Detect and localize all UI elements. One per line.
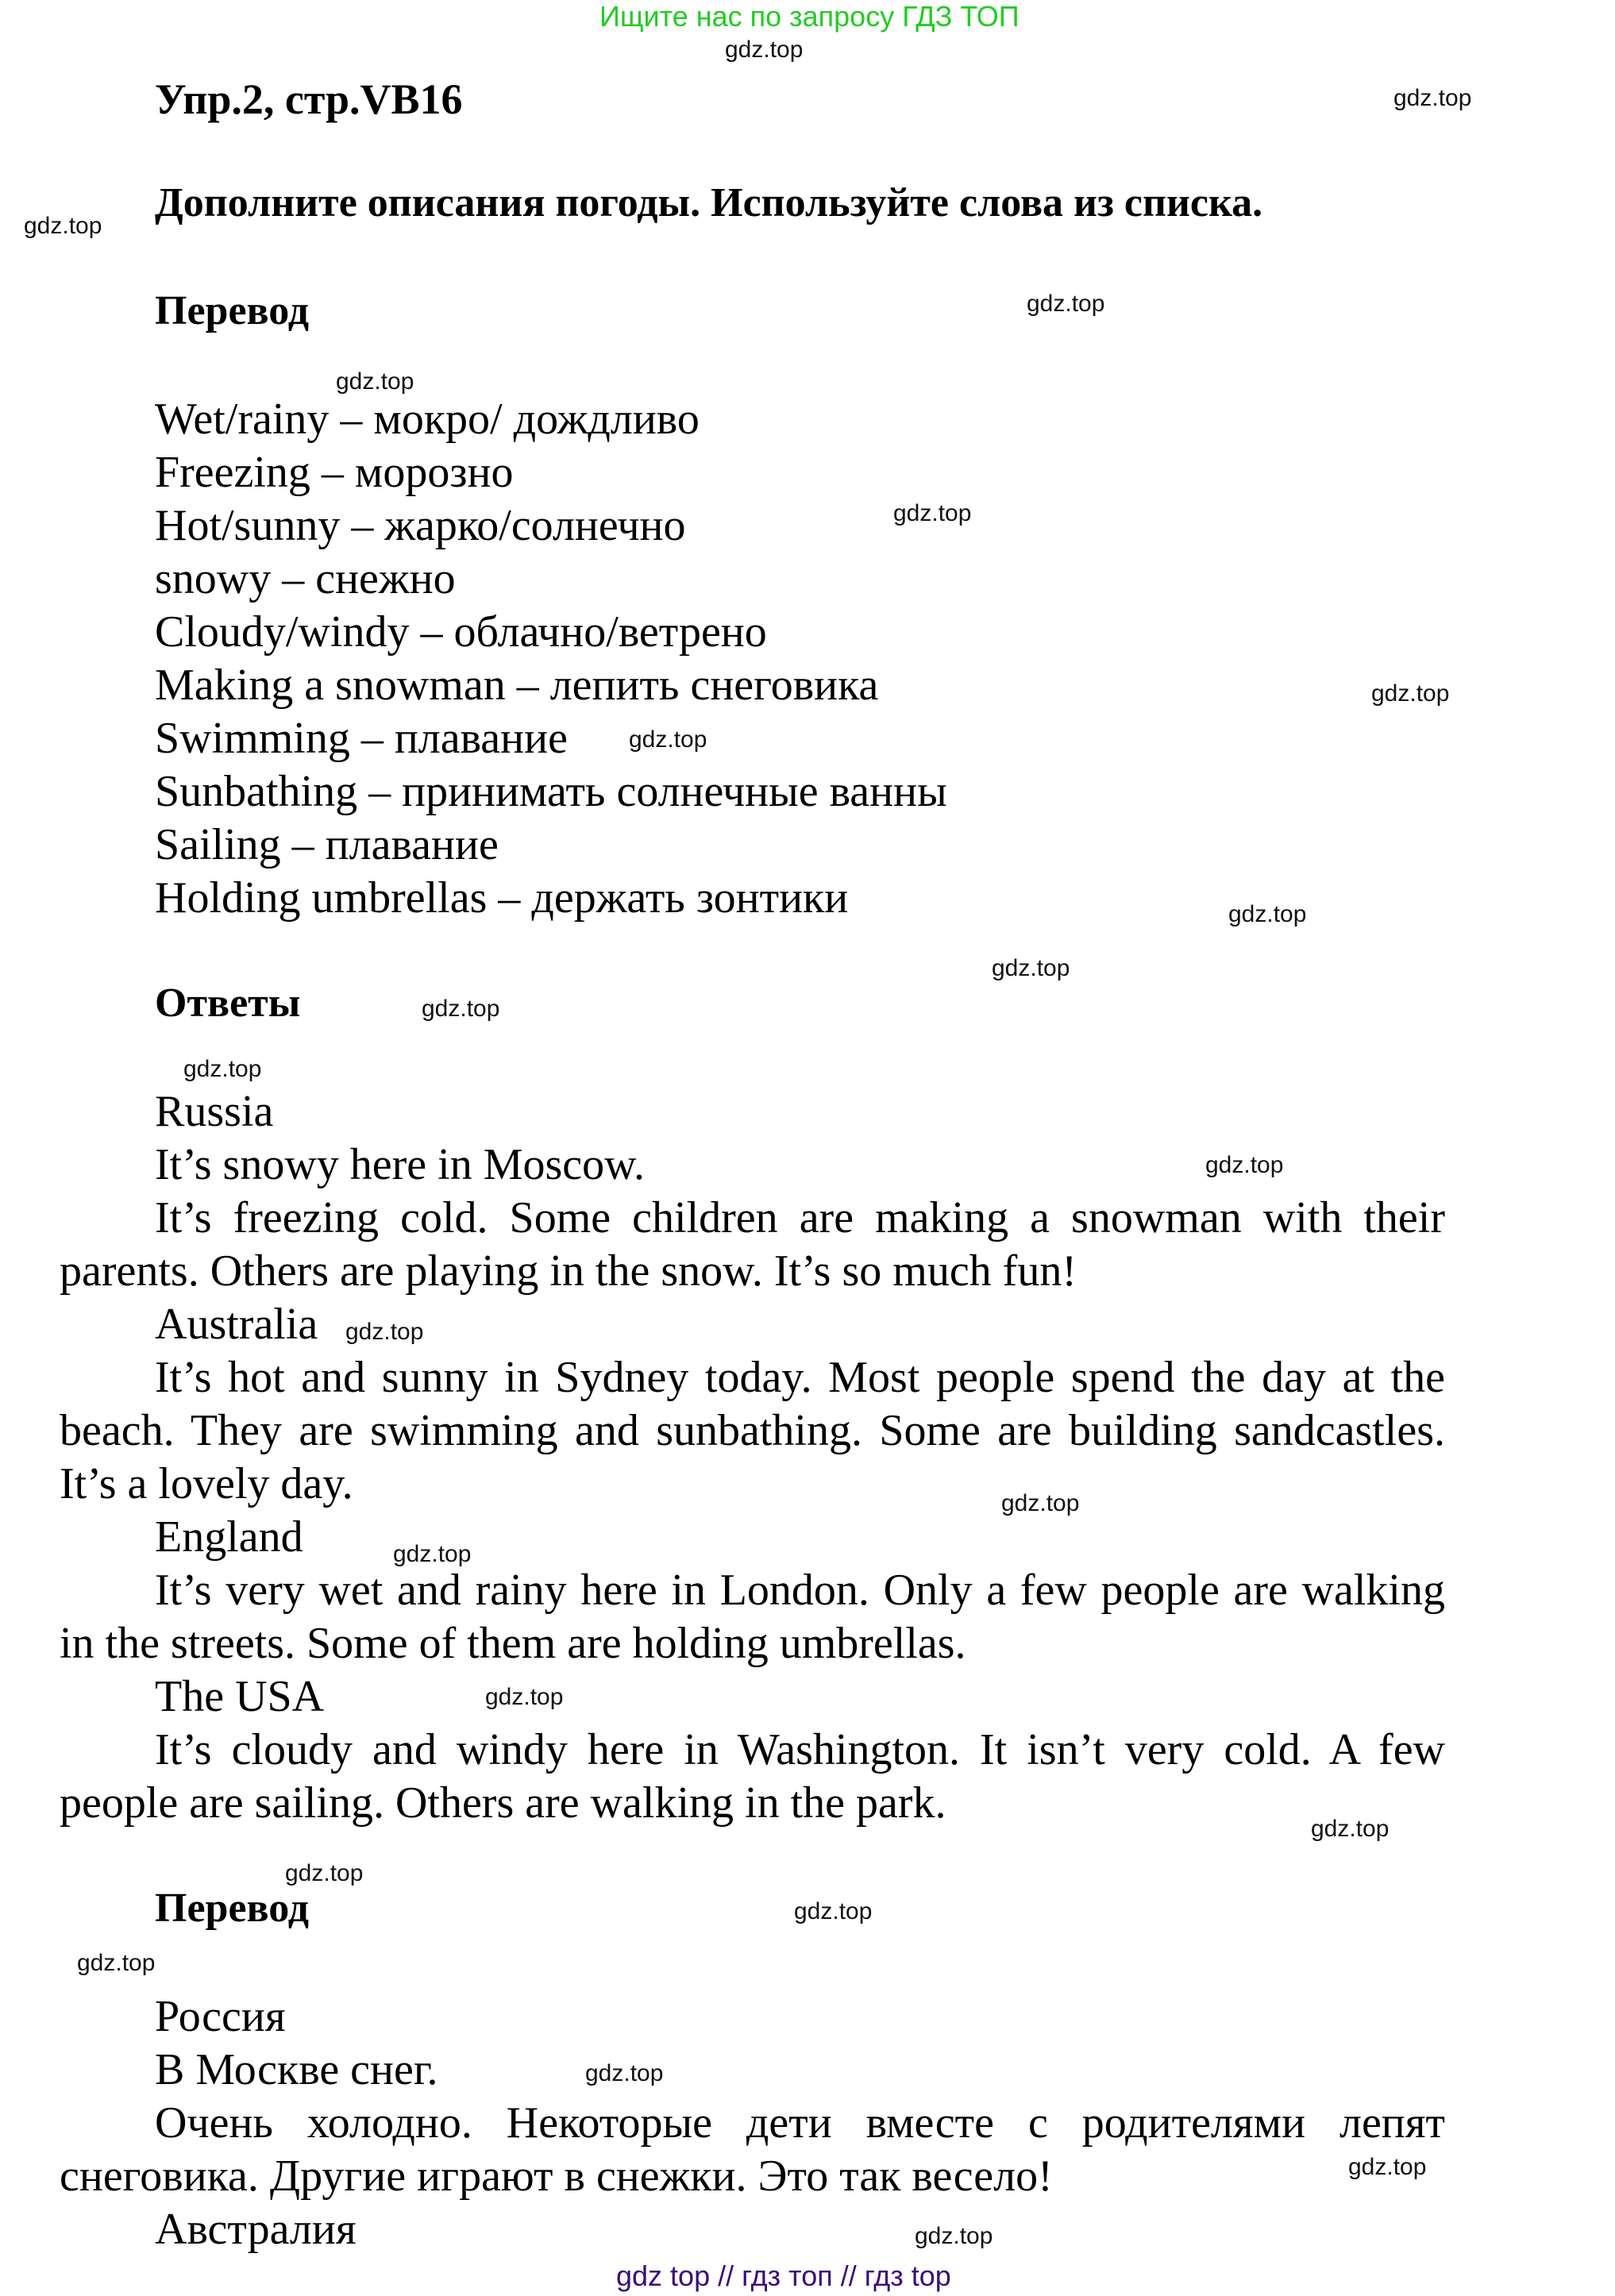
vocab-item: Sailing – плавание [155, 820, 499, 869]
watermark: gdz.top [915, 2223, 993, 2249]
watermark: gdz.top [725, 37, 804, 63]
watermark: gdz.top [1348, 2154, 1427, 2180]
answer-country: Australia [155, 1300, 318, 1349]
translation-heading: Перевод [155, 1886, 310, 1931]
watermark: gdz.top [183, 1056, 262, 1082]
watermark: gdz.top [1027, 291, 1105, 317]
watermark: gdz.top [24, 213, 102, 239]
vocab-item: Sunbathing – принимать солнечные ванны [155, 767, 947, 816]
vocab-item: Wet/rainy – мокро/ дождливо [155, 395, 700, 444]
vocab-item: Cloudy/windy – облачно/ветрено [155, 607, 767, 657]
vocab-heading: Перевод [155, 288, 310, 333]
search-banner[interactable]: Ищите нас по запросу ГДЗ ТОП [599, 0, 1019, 33]
vocab-item: Hot/sunny – жарко/солнечно [155, 501, 686, 550]
watermark: gdz.top [1001, 1490, 1080, 1516]
translation-country: Россия [155, 1992, 286, 2041]
answer-text: It’s very wet and rainy here in London. Only a few people are walking in the streets. Some of them are holding umbrellas. [60, 1566, 1445, 1668]
watermark: gdz.top [345, 1319, 424, 1345]
answer-lead: It’s snowy here in Moscow. [155, 1140, 645, 1189]
answer-text: It’s freezing cold. Some children are making a snowman with their parents. Others are playing in the snow. It’s so much fun! [60, 1193, 1445, 1296]
answer-text: It’s hot and sunny in Sydney today. Most people spend the day at the beach. They are swimming and sunbathing. Some are building sandcastles. It’s a lovely day. [60, 1353, 1445, 1508]
watermark: gdz.top [336, 368, 414, 395]
task-instruction: Дополните описания погоды. Используйте слова из списка. [155, 180, 1263, 225]
vocab-item: Holding umbrellas – держать зонтики [155, 873, 849, 923]
vocab-item: snowy – снежно [155, 554, 456, 603]
footer-links[interactable]: gdz top // гдз топ // гдз top [616, 2259, 951, 2292]
vocab-item: Making a snowman – лепить снеговика [155, 661, 879, 710]
answer-country: England [155, 1512, 303, 1562]
watermark: gdz.top [77, 1950, 156, 1976]
watermark: gdz.top [485, 1684, 564, 1710]
watermark: gdz.top [1393, 85, 1472, 111]
vocab-item: Swimming – плавание [155, 714, 568, 763]
watermark: gdz.top [585, 2060, 664, 2086]
watermark: gdz.top [893, 500, 972, 526]
watermark: gdz.top [1228, 901, 1307, 927]
answers-heading: Ответы [155, 980, 301, 1026]
watermark: gdz.top [992, 955, 1070, 981]
vocab-item: Freezing – морозно [155, 448, 514, 497]
watermark: gdz.top [393, 1541, 472, 1567]
answer-country: The USA [155, 1672, 325, 1721]
watermark: gdz.top [1311, 1816, 1390, 1842]
answer-text: It’s cloudy and windy here in Washington. It isn’t very cold. A few people are sailing. Others are walking in the park. [60, 1725, 1445, 1828]
watermark: gdz.top [1205, 1152, 1284, 1178]
translation-lead: В Москве снег. [155, 2045, 438, 2094]
watermark: gdz.top [794, 1898, 873, 1924]
translation-country: Австралия [155, 2205, 357, 2254]
watermark: gdz.top [1371, 680, 1450, 707]
watermark: gdz.top [285, 1860, 364, 1886]
watermark: gdz.top [629, 726, 707, 753]
translation-text: Очень холодно. Некоторые дети вместе с родителями лепят снеговика. Другие играют в снежки. Это так весело! [60, 2098, 1445, 2201]
watermark: gdz.top [422, 996, 500, 1022]
answer-country: Russia [155, 1087, 274, 1136]
page-title: Упр.2, стр.VB16 [155, 75, 463, 123]
